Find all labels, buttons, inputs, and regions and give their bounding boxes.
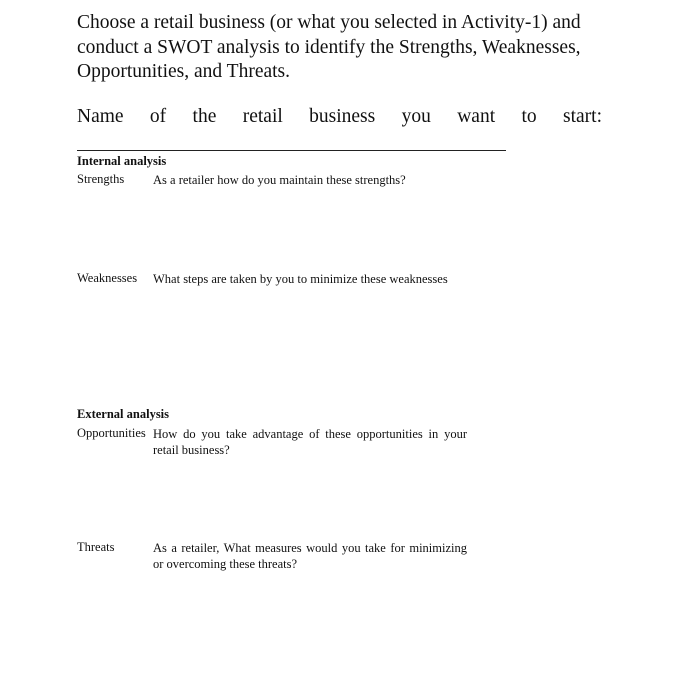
prompt-word: start: (563, 106, 602, 127)
internal-analysis-heading: Internal analysis (77, 154, 167, 168)
strengths-question: As a retailer how do you maintain these strengths? (153, 173, 406, 187)
prompt-word: the (192, 106, 217, 127)
prompt-word: of (149, 106, 167, 127)
opportunities-label: Opportunities (77, 426, 146, 440)
weaknesses-question: What steps are taken by you to minimize these weaknesses (153, 272, 448, 286)
prompt-word: retail (242, 106, 283, 127)
prompt-word: you (401, 106, 431, 127)
external-analysis-heading: External analysis (77, 407, 170, 421)
business-name-prompt (77, 106, 602, 128)
strengths-label: Strengths (77, 172, 125, 186)
prompt-word: to (521, 106, 537, 127)
business-name-answer-line[interactable] (77, 150, 506, 151)
prompt-word: want (457, 106, 496, 127)
prompt-word: business (309, 106, 376, 127)
opportunities-question: How do you take advantage of these opportunities in your retail business? (153, 427, 467, 457)
threats-question: As a retailer, What measures would you take for minimizing or overcoming these threats? (153, 541, 467, 571)
prompt-word: Name (77, 106, 124, 127)
weaknesses-label: Weaknesses (77, 271, 138, 285)
instructions: Choose a retail business (or what you selected in Activity-1) and conduct a SWOT analysis to identify the Strengths, Weaknesses, Opportunities, and Threats. (77, 12, 581, 82)
threats-label: Threats (77, 540, 115, 554)
